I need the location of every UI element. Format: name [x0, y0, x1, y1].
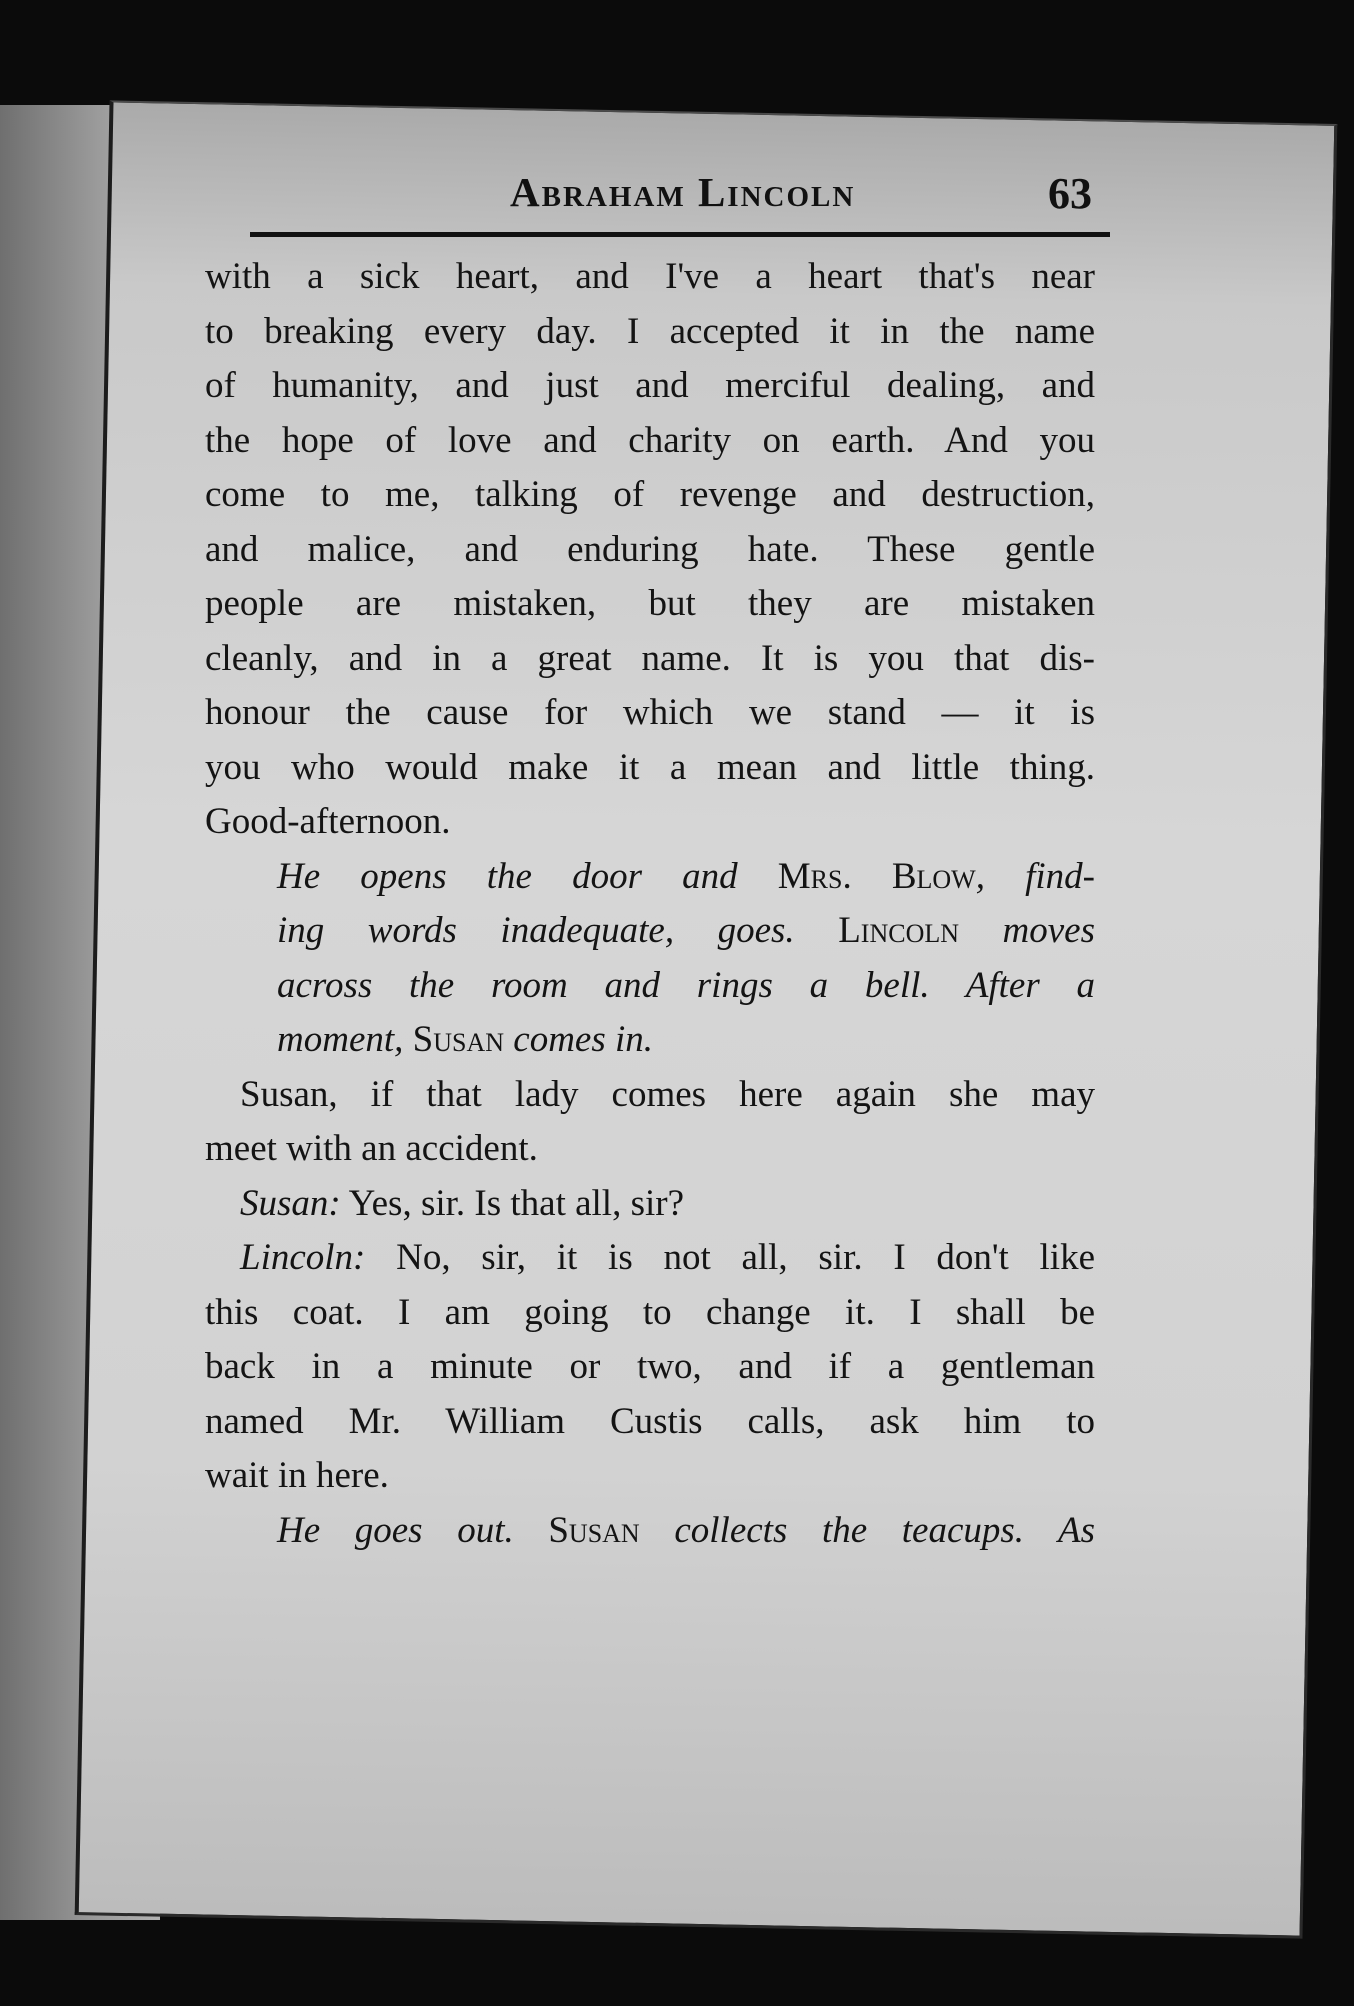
- stage-text: He opens the door and: [277, 855, 778, 897]
- stage-text: ing words inadequate, goes.: [277, 910, 839, 951]
- text-line: you who would make it a mean and little thing.: [205, 746, 1095, 788]
- stage-direction-line: [205, 850, 1095, 905]
- text-line: named Mr. William Custis calls, ask him to: [205, 1400, 1095, 1442]
- character-name: Susan: [548, 1509, 640, 1551]
- stage-text: , find-: [975, 855, 1095, 897]
- text-line: of humanity, and just and merciful dealing, and: [205, 365, 1095, 406]
- stage-direction-line: [205, 1504, 1095, 1559]
- text-line: people are mistaken, but they are mistaken: [205, 583, 1095, 624]
- stage-direction-line: across the room and rings a bell. After a: [277, 964, 1095, 1006]
- stage-text: comes in.: [504, 1019, 654, 1060]
- dialogue-text: No, sir, it is not all, sir. I don't like: [365, 1237, 1095, 1278]
- stage-text: collects the teacups. As: [639, 1509, 1095, 1551]
- text-line: and malice, and enduring hate. These gentle: [205, 528, 1095, 570]
- page-header: [230, 160, 1130, 240]
- text-line: Good-afternoon.: [205, 801, 451, 842]
- dialogue-line: [205, 1177, 1095, 1232]
- header-rule: [250, 232, 1110, 237]
- dialogue-line: [205, 1231, 1095, 1286]
- running-title: Abraham Lincoln: [510, 169, 856, 215]
- text-line: wait in here.: [205, 1455, 389, 1496]
- text-line: come to me, talking of revenge and destruction,: [205, 474, 1095, 515]
- text-line: with a sick heart, and I've a heart that's near: [205, 256, 1095, 297]
- text-line: cleanly, and in a great name. It is you that dis-: [205, 637, 1095, 679]
- stage-text: moves: [959, 910, 1096, 951]
- speaker-name: Lincoln:: [240, 1237, 366, 1278]
- stage-text: moment,: [277, 1019, 413, 1060]
- character-name: Susan: [412, 1019, 505, 1060]
- speaker-name: Susan:: [240, 1182, 341, 1224]
- text-line: meet with an accident.: [205, 1128, 538, 1169]
- text-line: back in a minute or two, and if a gentleman: [205, 1346, 1095, 1387]
- page-text: [205, 250, 1095, 1558]
- text-line: to breaking every day. I accepted it in the name: [205, 310, 1095, 352]
- stage-direction-line: [205, 904, 1095, 959]
- character-name: Lincoln: [838, 910, 960, 951]
- text-line: Susan, if that lady comes here again she may: [240, 1073, 1095, 1115]
- stage-direction-line: [205, 1013, 1095, 1068]
- page-number: 63: [1048, 169, 1092, 218]
- stage-text: He goes out.: [277, 1509, 549, 1551]
- text-line: honour the cause for which we stand — it is: [205, 692, 1095, 733]
- dialogue-text: Yes, sir. Is that all, sir?: [340, 1182, 685, 1224]
- character-name: Mrs. Blow: [777, 855, 976, 897]
- text-line: this coat. I am going to change it. I shall be: [205, 1291, 1095, 1333]
- text-line: the hope of love and charity on earth. And you: [205, 419, 1095, 461]
